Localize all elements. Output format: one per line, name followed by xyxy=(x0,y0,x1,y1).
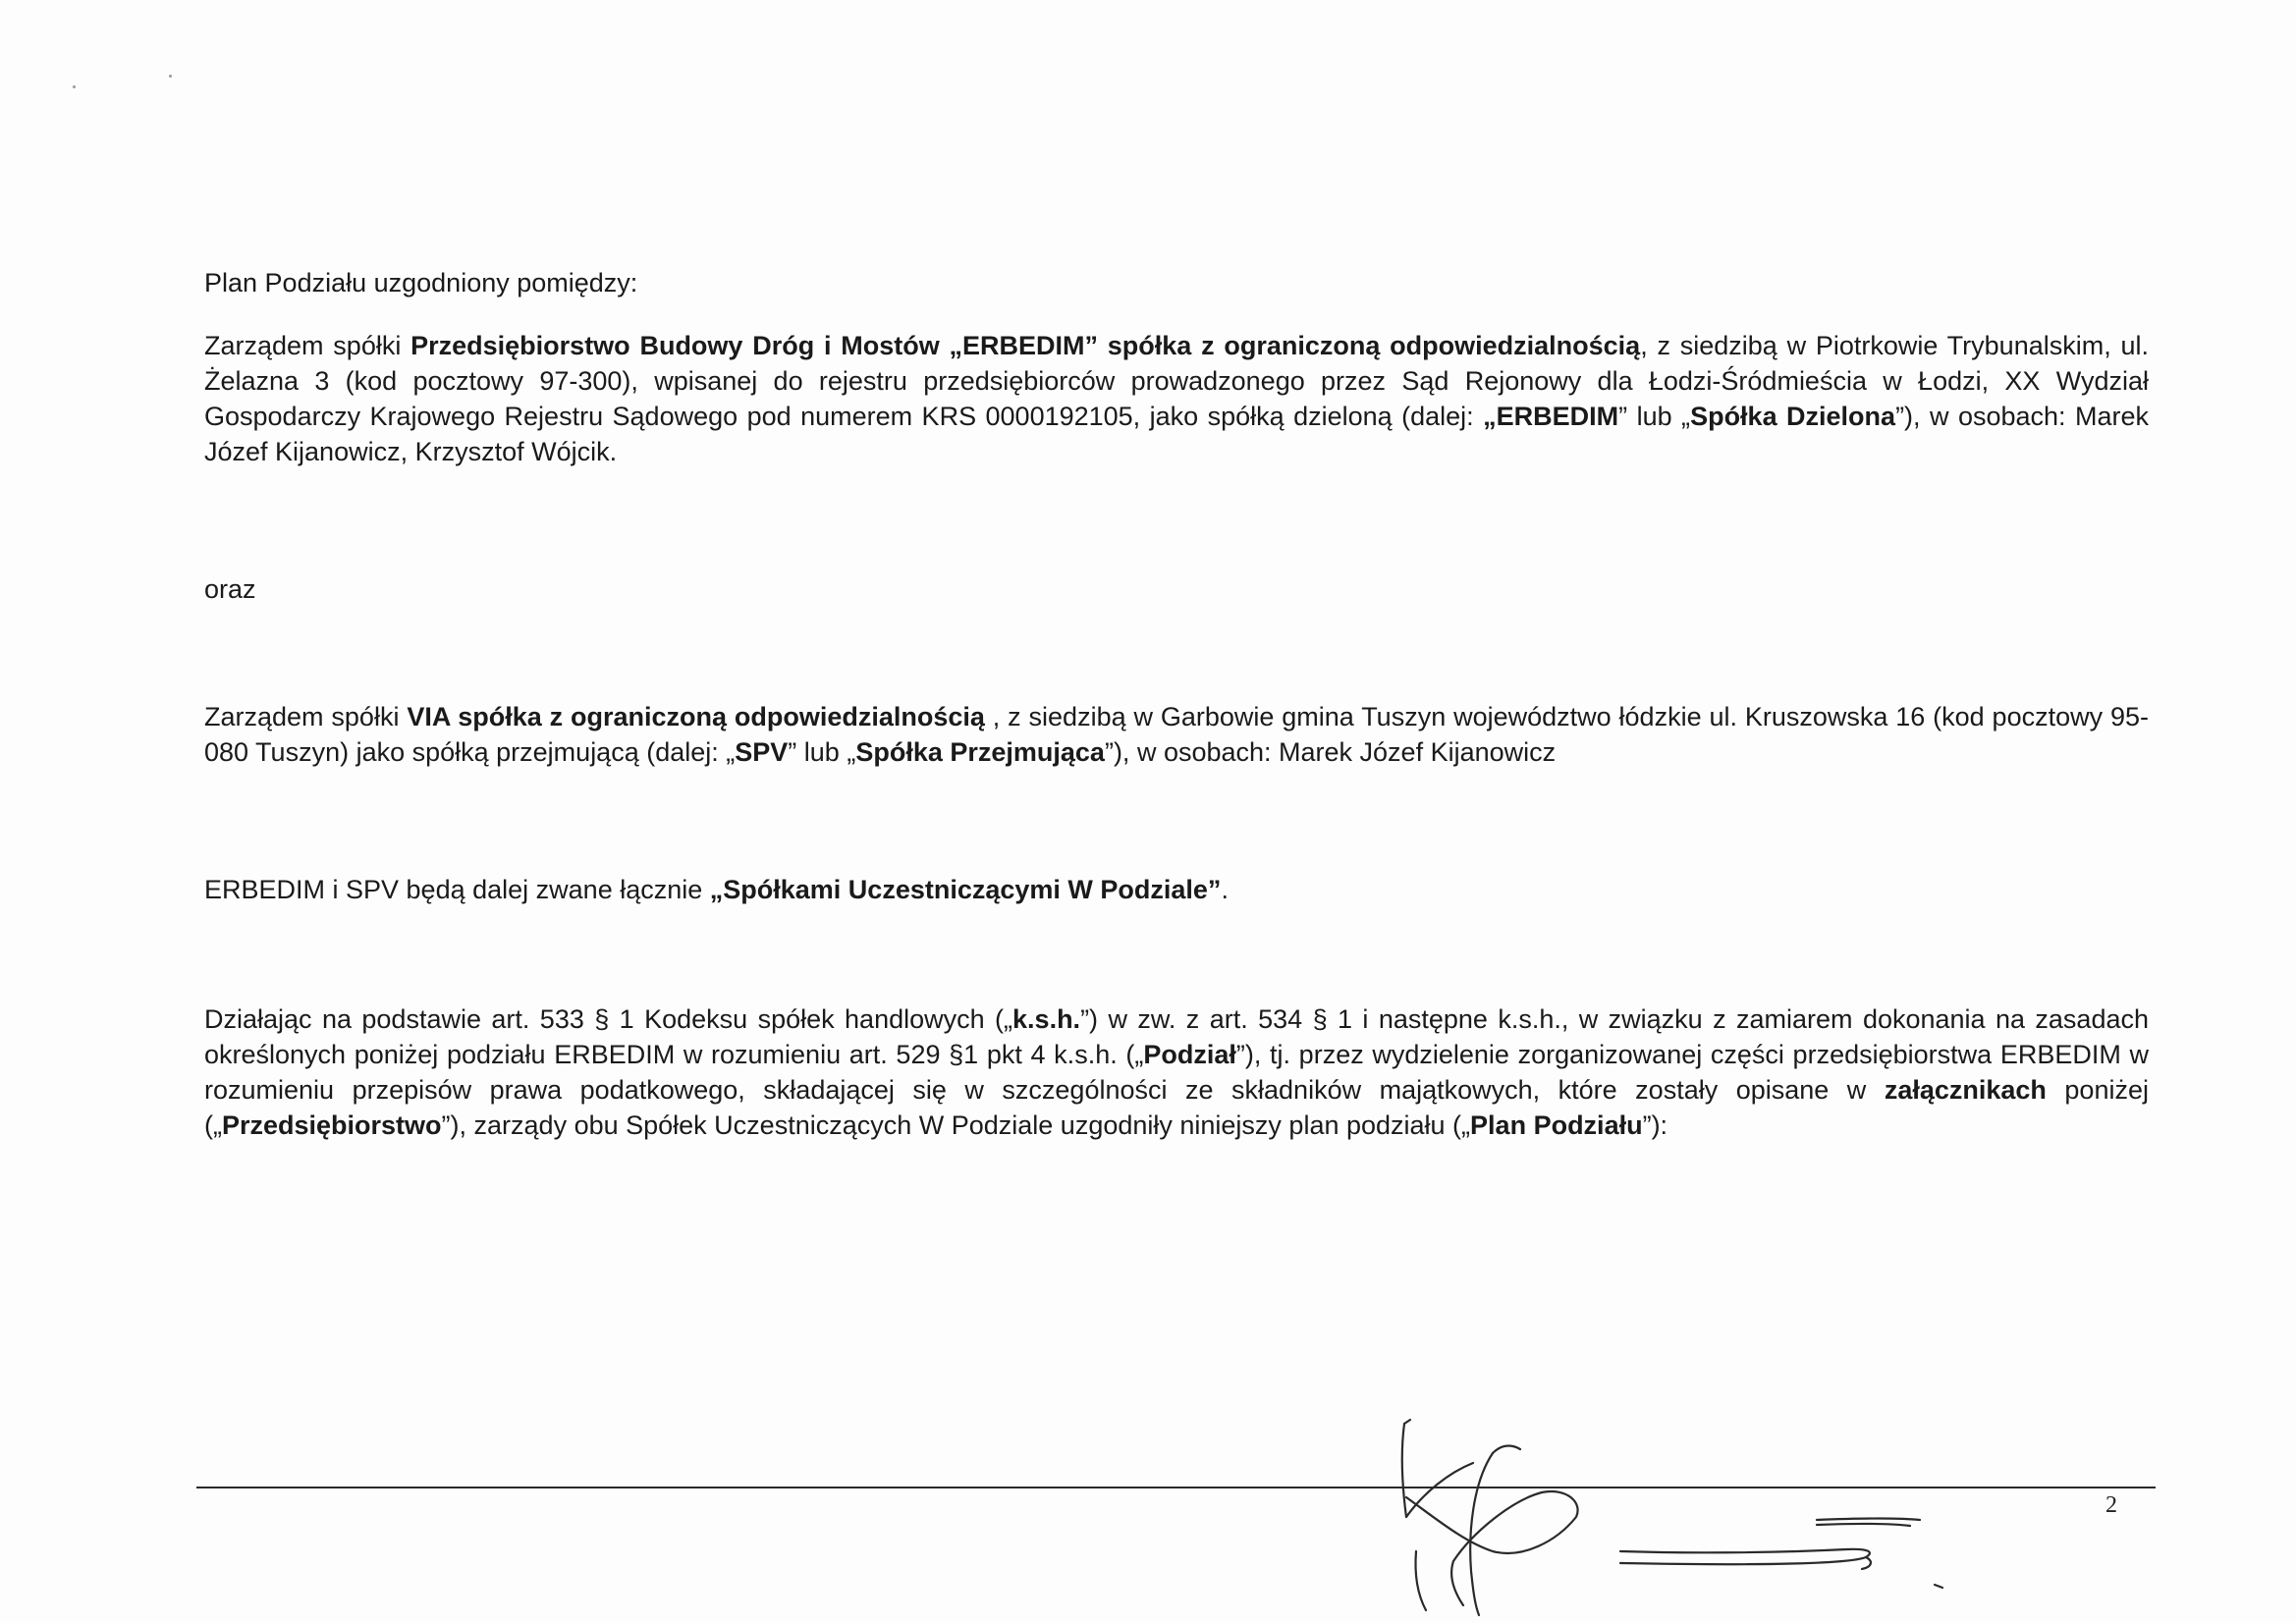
intro-line: Plan Podziału uzgodniony pomiędzy: xyxy=(204,268,638,298)
party-2-alias-spv: SPV xyxy=(735,737,789,767)
scan-speck xyxy=(73,85,76,88)
page-number: 2 xyxy=(2105,1492,2117,1518)
party-1-company-name: Przedsiębiorstwo Budowy Dróg i Mostów „ERBEDIM” spółka z ograniczoną odpowiedzialnością xyxy=(410,331,1641,360)
basis-przedsiebiorstwo: Przedsiębiorstwo xyxy=(221,1110,442,1140)
basis-ksh: k.s.h. xyxy=(1012,1004,1081,1034)
party-1-lead: Zarządem spółki xyxy=(204,331,411,360)
joint-lead: ERBEDIM i SPV będą dalej zwane łącznie xyxy=(204,875,710,904)
party-2-alias-connector: ” lub „ xyxy=(788,737,856,767)
party-2-paragraph xyxy=(204,699,2149,770)
basis-text-6: ”): xyxy=(1642,1110,1668,1140)
basis-text-2: ”) w zw. z art. 534 § 1 i następne k.s.h., w związku z zamiarem dokonania na zasadach określonych poniżej podziału ERBEDIM w rozumieniu art. 529 §1 pkt 4 k.s.h. („ xyxy=(204,1004,2149,1069)
basis-text-5: ”), zarządy obu Spółek Uczestniczących W Podziale uzgodniły niniejszy plan podziału („ xyxy=(441,1110,1471,1140)
party-1-alias-connector: ” lub „ xyxy=(1618,402,1691,431)
party-2-closing: ”), w osobach: Marek Józef Kijanowicz xyxy=(1104,737,1557,767)
joint-term: „Spółkami Uczestniczącymi W Podziale” xyxy=(709,875,1222,904)
party-1-paragraph xyxy=(204,328,2149,469)
party-2-company-name: VIA spółka z ograniczoną odpowiedzialnością xyxy=(407,702,985,731)
basis-podzial: Podział xyxy=(1143,1040,1236,1069)
basis-text-3: ”), tj. przez wydzielenie zorganizowanej części przedsiębiorstwa ERBEDIM w rozumieniu przepisów prawa podatkowego, składającej się w szczególności ze składników majątkowych, które zostały opisane w xyxy=(204,1040,2149,1105)
party-1-closing: ”), w osobach: Marek Józef Kijanowicz, Krzysztof Wójcik. xyxy=(204,402,2149,466)
basis-text-1: Działając na podstawie art. 533 § 1 Kodeksu spółek handlowych („ xyxy=(204,1004,1013,1034)
scan-speck xyxy=(169,75,172,78)
legal-basis-paragraph xyxy=(204,1001,2149,1143)
basis-plan-podzialu: Plan Podziału xyxy=(1470,1110,1643,1140)
party-2-lead: Zarządem spółki xyxy=(204,702,408,731)
party-1-alias-spolka-dzielona: Spółka Dzielona xyxy=(1690,402,1896,431)
party-1-details: , z siedzibą w Piotrkowie Trybunalskim, ul. Żelazna 3 (kod pocztowy 97-300), wpisanej do rejestru przedsiębiorców prowadzonego przez Sąd Rejonowy dla Łodzi-Śródmieścia w Łodzi, XX Wydział Gospodarczy Krajowego Rejestru Sądowego pod numerem KRS 0000192105, jako spółką dzieloną (dalej: xyxy=(204,331,2150,431)
party-2-alias-spolka-przejmujaca: Spółka Przejmująca xyxy=(855,737,1105,767)
handwritten-signature xyxy=(1355,1394,2003,1620)
basis-zalaczniki: załącznikach xyxy=(1884,1075,2047,1105)
conjunction-oraz: oraz xyxy=(204,574,256,604)
joint-definition-line xyxy=(204,872,1229,907)
joint-end: . xyxy=(1221,875,1229,904)
basis-text-4: poniżej („ xyxy=(204,1075,2149,1140)
party-2-details: , z siedzibą w Garbowie gmina Tuszyn województwo łódzkie ul. Kruszowska 16 (kod pocztowy 95-080 Tuszyn) jako spółką przejmującą (dalej: „ xyxy=(204,702,2150,767)
party-1-alias-erbedim: „ERBEDIM xyxy=(1483,402,1619,431)
